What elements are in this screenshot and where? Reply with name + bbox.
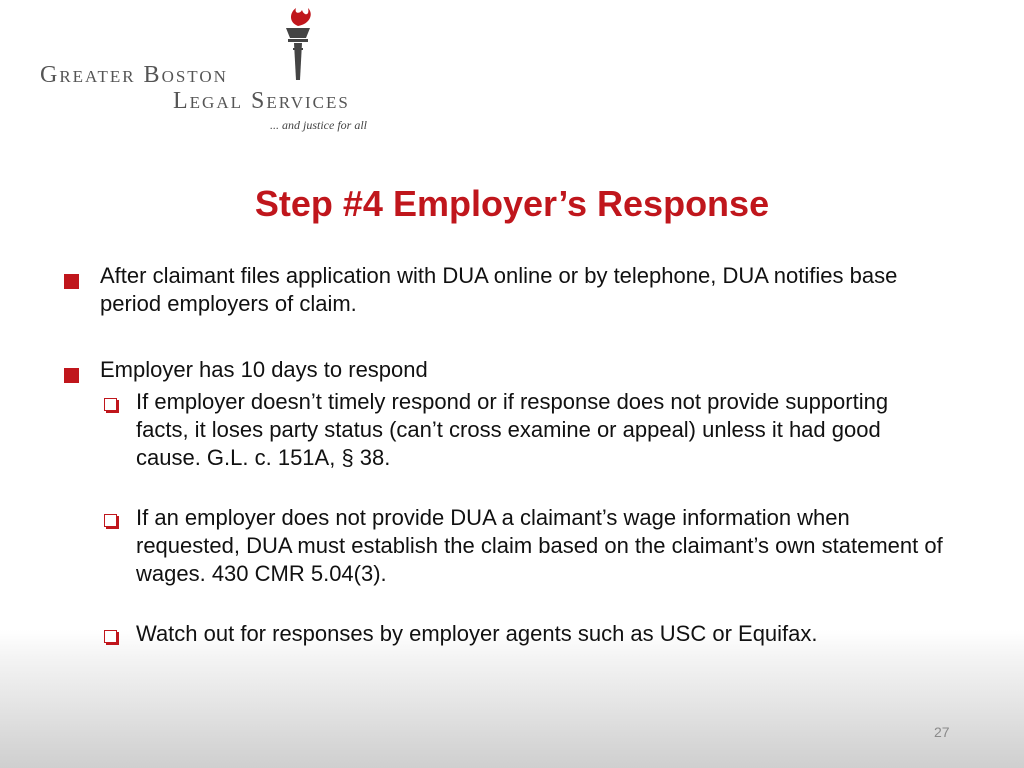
sub-bullet-text: If an employer does not provide DUA a claimant’s wage information when requested, DUA must establish the claim based on the claimant’s own statement of wages. 430 CMR 5.04(3). [136,505,943,586]
logo-line-2: Legal Services [173,88,350,114]
slide-title: Step #4 Employer’s Response [254,183,770,224]
torch-icon [280,4,316,82]
sub-bullet-text: If employer doesn’t timely respond or if response does not provide supporting facts, it loses party status (can’t cross examine or appeal) unless it had good cause. G.L. c. 151A, § 38. [136,389,889,470]
page-number: 27 [934,724,950,740]
organization-logo [40,4,400,134]
sub-bullet-text: Watch out for responses by employer agents such as USC or Equifax. [136,621,818,646]
filled-square-bullet-icon [64,274,79,289]
logo-tagline: ... and justice for all [270,118,367,132]
bullet-text: Employer has 10 days to respond [100,357,428,382]
logo-line-1: Greater Boston [40,62,228,88]
hollow-square-bullet-icon [104,398,117,411]
filled-square-bullet-icon [64,368,79,383]
hollow-square-bullet-icon [104,630,117,643]
bullet-text: After claimant files application with DUA online or by telephone, DUA notifies base period employers of claim. [100,263,898,316]
hollow-square-bullet-icon [104,514,117,527]
